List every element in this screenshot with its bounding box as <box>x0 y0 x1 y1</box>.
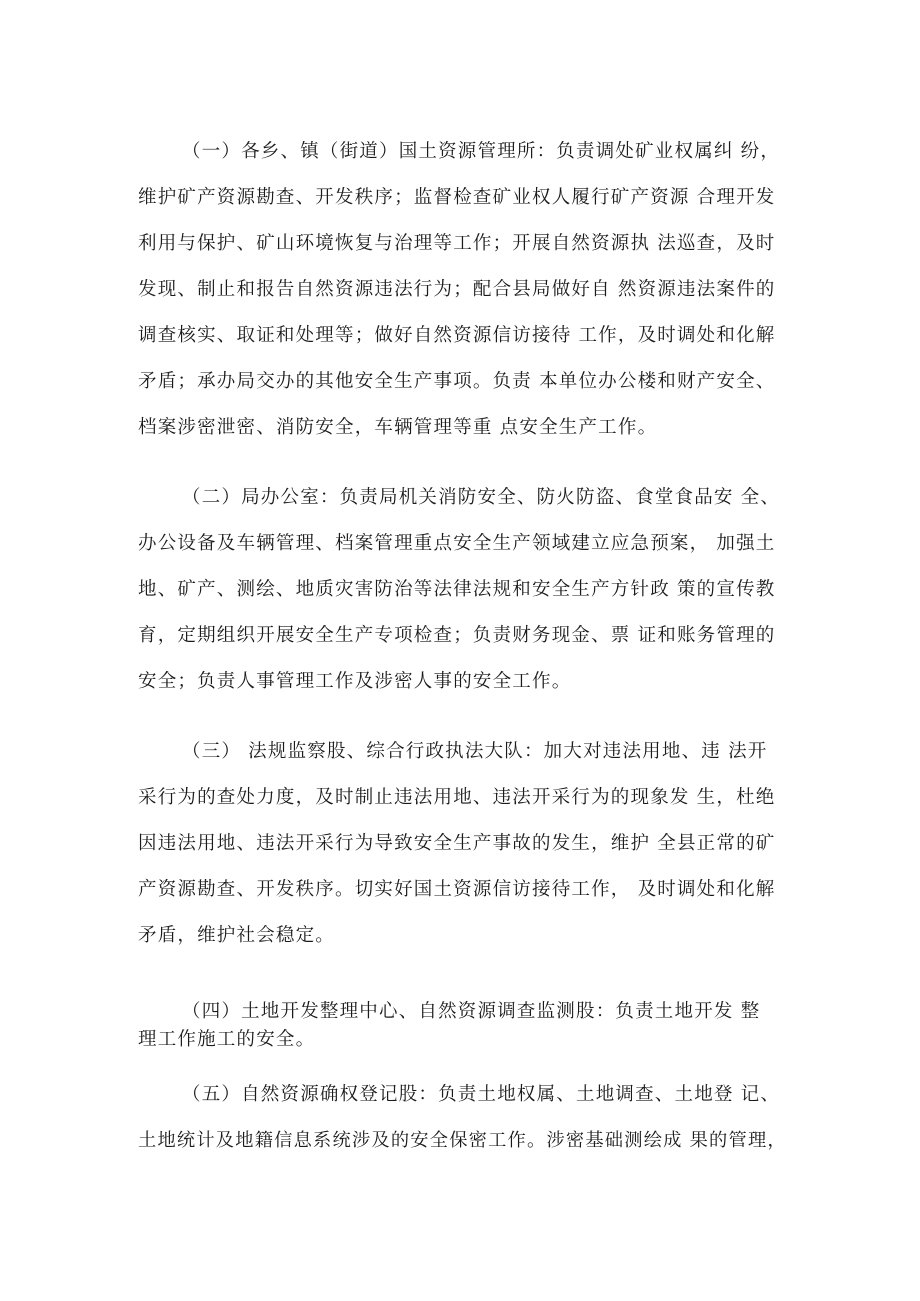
paragraph-1-line-5: 调查核实、取证和处理等；做好自然资源信访接待 工作，及时调处和化解 <box>138 325 776 346</box>
paragraph-3-line-2: 采行为的查处力度，及时制止违法用地、违法开采行为的现象发 生，杜绝 <box>138 787 776 808</box>
paragraph-2-line-1: （二）局办公室：负责局机关消防安全、防火防盗、食堂食品安 全、 <box>182 487 781 508</box>
paragraph-1-line-2: 维护矿产资源勘查、开发秩序；监督检查矿业权人履行矿产资源 合理开发 <box>138 187 776 208</box>
paragraph-2-line-5: 安全；负责人事管理工作及涉密人事的安全工作。 <box>138 671 572 692</box>
paragraph-1-line-1: （一）各乡、镇（街道）国土资源管理所：负责调处矿业权属纠 纷， <box>182 141 781 162</box>
paragraph-3-line-1: （三） 法规监察股、综合行政执法大队：加大对违法用地、违 法开 <box>182 741 768 762</box>
paragraph-4-line-2: 理工作施工的安全。 <box>138 1029 316 1050</box>
paragraph-2-line-2: 办公设备及车辆管理、档案管理重点安全生产领域建立应急预案， 加强土 <box>138 533 776 554</box>
paragraph-2-line-4: 育，定期组织开展安全生产专项检查；负责财务现金、票 证和账务管理的 <box>138 625 776 646</box>
paragraph-1-line-3: 利用与保护、矿山环境恢复与治理等工作；开展自然资源执 法巡查，及时 <box>138 233 776 254</box>
paragraph-1-line-7: 档案涉密泄密、消防安全，车辆管理等重 点安全生产工作。 <box>138 417 658 438</box>
paragraph-5-line-2: 土地统计及地籍信息系统涉及的安全保密工作。涉密基础测绘成 果的管理， <box>138 1130 787 1151</box>
paragraph-2-line-3: 地、矿产、测绘、地质灾害防治等法律法规和安全生产方针政 策的宣传教 <box>138 579 776 600</box>
paragraph-3-line-3: 因违法用地、违法开采行为导致安全生产事故的发生，维护 全县正常的矿 <box>138 833 776 854</box>
paragraph-5-line-1: （五）自然资源确权登记股：负责土地权属、土地调查、土地登 记、 <box>182 1084 781 1105</box>
paragraph-1-line-6: 矛盾；承办局交办的其他安全生产事项。负责 本单位办公楼和财产安全、 <box>138 371 776 392</box>
paragraph-1-line-4: 发现、制止和报告自然资源违法行为；配合县局做好自 然资源违法案件的 <box>138 279 776 300</box>
paragraph-4-line-1: （四）土地开发整理中心、自然资源调查监测股：负责土地开发 整 <box>182 1001 761 1022</box>
paragraph-3-line-4: 产资源勘查、开发秩序。切实好国土资源信访接待工作， 及时调处和化解 <box>138 879 776 900</box>
paragraph-3-line-5: 矛盾，维护社会稳定。 <box>138 925 336 946</box>
